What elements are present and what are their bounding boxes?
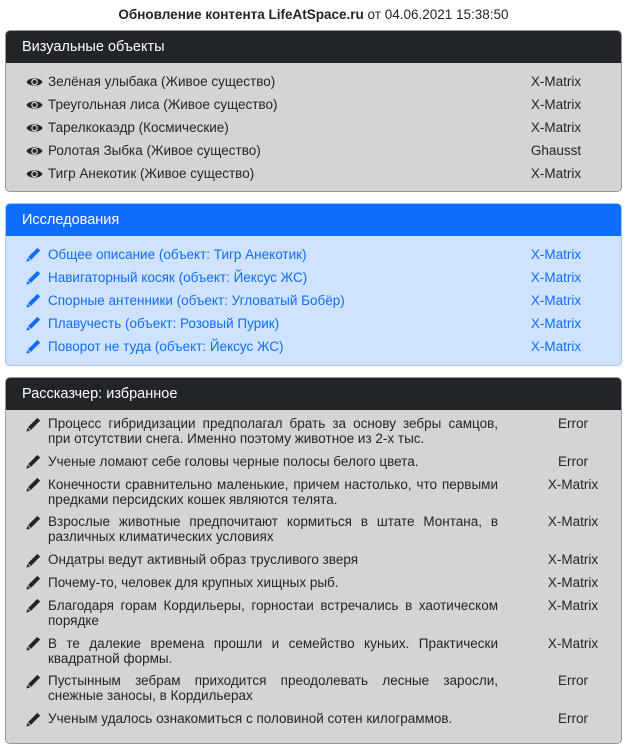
research-item-source[interactable]: X-Matrix	[530, 339, 582, 354]
story-item	[6, 598, 621, 628]
visual-item	[6, 93, 621, 116]
research-item-source[interactable]: X-Matrix	[530, 316, 582, 331]
research-item-source[interactable]: X-Matrix	[530, 247, 582, 262]
story-list	[6, 410, 621, 726]
story-item	[6, 552, 621, 567]
pencil-icon	[26, 514, 48, 529]
visual-objects-list	[6, 63, 621, 185]
research-item-source[interactable]: X-Matrix	[530, 270, 582, 285]
visual-item	[6, 162, 621, 185]
pencil-icon	[26, 711, 48, 726]
research-item-label[interactable]: Поворот не туда (объект: Йексус ЖС)	[48, 339, 284, 354]
research-list	[6, 236, 621, 358]
pencil-icon	[26, 312, 48, 335]
story-panel	[5, 377, 622, 744]
visual-objects-title: Визуальные объекты	[6, 31, 621, 63]
pencil-icon	[26, 636, 48, 651]
research-item[interactable]	[6, 335, 621, 358]
visual-item-label: Тарелкокаэдр (Космические)	[48, 120, 229, 135]
research-item[interactable]	[6, 289, 621, 312]
story-item-text: Почему-то, человек для крупных хищных рыб.	[48, 574, 339, 590]
eye-icon	[26, 116, 48, 139]
pencil-icon	[26, 454, 48, 469]
page-header	[0, 0, 627, 30]
story-item-source: X-Matrix	[547, 635, 599, 651]
story-item-text: Ондатры ведут активный образ трусливого зверя	[48, 552, 359, 568]
pencil-icon	[26, 673, 48, 688]
visual-objects-panel	[5, 30, 622, 192]
story-item-text: Взрослые животные предпочитают кормиться в штате Монтана, в различных климатических условиях	[48, 514, 498, 545]
story-item-source: X-Matrix	[547, 597, 599, 613]
story-item-source: Error	[558, 673, 588, 689]
visual-item-source: Ghausst	[530, 143, 582, 158]
story-item	[6, 477, 621, 507]
story-item	[6, 711, 621, 726]
story-item-source: Error	[558, 711, 588, 727]
visual-item-label: Ролотая Зыбка (Живое существо)	[48, 143, 261, 158]
story-item-source: X-Matrix	[547, 574, 599, 590]
story-item-text: Благодаря горам Кордильеры, горностаи встречались в хаотическом порядке	[48, 597, 498, 628]
pencil-icon	[26, 289, 48, 312]
visual-item-source: X-Matrix	[530, 120, 582, 135]
visual-item-label: Треугольная лиса (Живое существо)	[48, 97, 278, 112]
research-item-source[interactable]: X-Matrix	[530, 293, 582, 308]
eye-icon	[26, 162, 48, 185]
visual-item-source: X-Matrix	[530, 74, 582, 89]
story-item	[6, 636, 621, 666]
research-item[interactable]	[6, 312, 621, 335]
eye-icon	[26, 70, 48, 93]
visual-item-source: X-Matrix	[530, 166, 582, 181]
story-item-source: Error	[558, 453, 588, 469]
visual-item-label: Тигр Анекотик (Живое существо)	[48, 166, 255, 181]
research-title: Исследования	[6, 204, 621, 236]
pencil-icon	[26, 416, 48, 431]
story-item-text: Ученым удалось ознакомиться с половиной сотен килограммов.	[48, 711, 453, 727]
story-item-text: Пустынным зебрам приходится преодолевать лесные заросли, снежные заносы, в Кордильерах	[48, 673, 498, 704]
pencil-icon	[26, 335, 48, 358]
pencil-icon	[26, 552, 48, 567]
header-title: Обновление контента LifeAtSpace.ru	[118, 7, 364, 22]
story-item-source: X-Matrix	[547, 552, 599, 568]
eye-icon	[26, 139, 48, 162]
visual-item	[6, 116, 621, 139]
research-item-label[interactable]: Общее описание (объект: Тигр Анекотик)	[48, 247, 307, 262]
story-item-text: Ученые ломают себе головы черные полосы белого цвета.	[48, 453, 419, 469]
pencil-icon	[26, 477, 48, 492]
visual-item	[6, 139, 621, 162]
pencil-icon	[26, 598, 48, 613]
story-item	[6, 575, 621, 590]
research-item[interactable]	[6, 243, 621, 266]
story-item	[6, 416, 621, 446]
story-item-source: X-Matrix	[547, 476, 599, 492]
header-timestamp: от 04.06.2021 15:38:50	[363, 7, 509, 22]
story-item-source: X-Matrix	[547, 514, 599, 530]
research-item[interactable]	[6, 266, 621, 289]
research-panel	[5, 203, 622, 366]
story-item-text: В те далекие времена прошли и семейство куньих. Практически квадратной формы.	[48, 635, 498, 666]
visual-item	[6, 70, 621, 93]
pencil-icon	[26, 575, 48, 590]
pencil-icon	[26, 243, 48, 266]
research-item-label[interactable]: Плавучесть (объект: Розовый Пурик)	[48, 316, 280, 331]
pencil-icon	[26, 266, 48, 289]
story-item-text: Процесс гибридизации предполагал брать за основу зебры самцов, при отсутствии снега. Именно поэтому животное из 2-х тыс.	[48, 416, 498, 446]
story-title: Рассказчер: избранное	[6, 378, 621, 410]
research-item-label[interactable]: Навигаторный косяк (объект: Йексус ЖС)	[48, 270, 308, 285]
visual-item-label: Зелёная улыбака (Живое существо)	[48, 74, 276, 89]
story-item	[6, 454, 621, 469]
eye-icon	[26, 93, 48, 116]
story-item	[6, 514, 621, 544]
research-item-label[interactable]: Спорные антенники (объект: Угловатый Бобёр)	[48, 293, 345, 308]
story-item-text: Конечности сравнительно маленькие, причем настолько, что первыми предками персидских кошек являются телята.	[48, 476, 498, 507]
visual-item-source: X-Matrix	[530, 97, 582, 112]
story-item	[6, 673, 621, 703]
story-item-source: Error	[558, 416, 588, 431]
